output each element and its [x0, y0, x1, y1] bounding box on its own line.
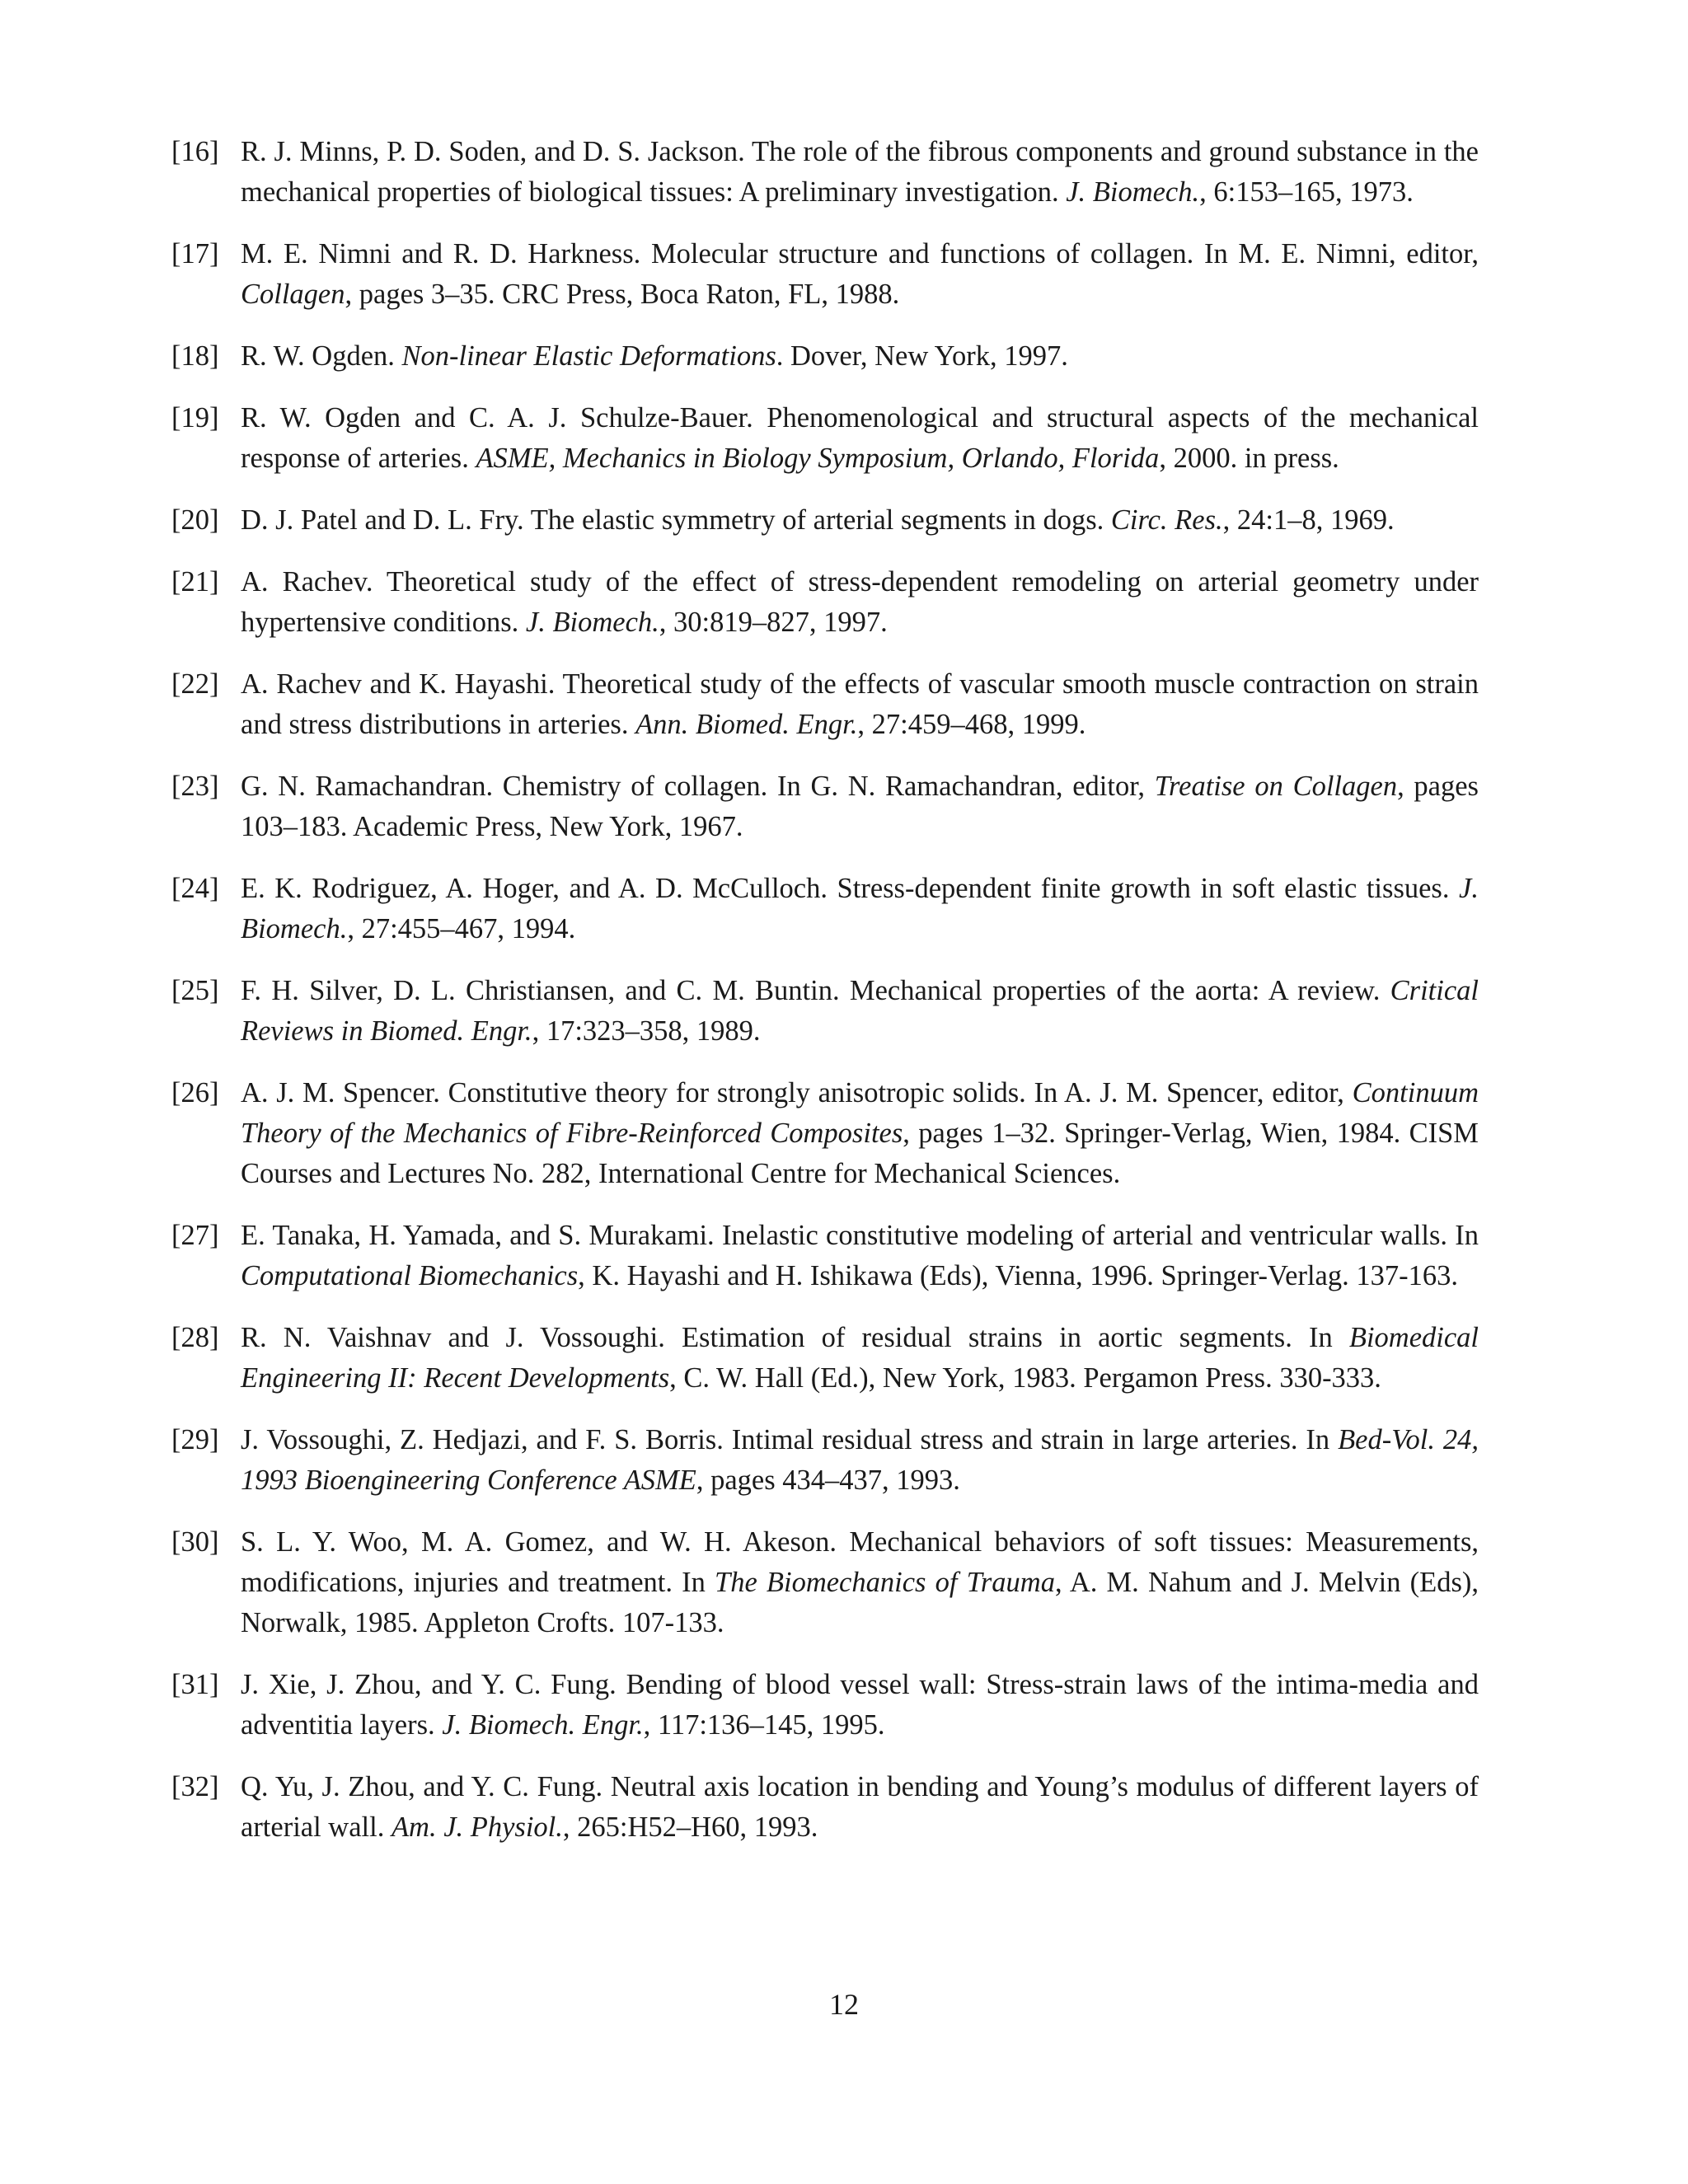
- reference-list: [171, 132, 1479, 1869]
- reference-text: [241, 1322, 1479, 1394]
- page-number: 12: [829, 1988, 859, 2021]
- reference-entry: [171, 1665, 1479, 1746]
- reference-italic-segment: Collagen: [241, 279, 345, 310]
- reference-segment: R. J. Minns, P. D. Soden, and D. S. Jackson. The role of the fibrous components and ground substance in the mechanical properties of biological tissues: A preliminary investigation.: [241, 136, 1479, 208]
- reference-entry: [171, 664, 1479, 745]
- reference-segment: S. L. Y. Woo, M. A. Gomez, and W. H. Akeson. Mechanical behaviors of soft tissues: Measurements, modifications, injuries and treatment. In: [241, 1526, 1479, 1598]
- reference-segment: , 6:153–165, 1973.: [1199, 176, 1414, 208]
- reference-segment: E. Tanaka, H. Yamada, and S. Murakami. Inelastic constitutive modeling of arterial and ventricular walls. In: [241, 1220, 1479, 1251]
- reference-segment: , 2000. in press.: [1159, 443, 1339, 474]
- reference-number: [21]: [171, 566, 219, 598]
- reference-italic-segment: Continuum Theory of the Mechanics of Fibre-Reinforced Composites: [241, 1077, 1479, 1149]
- reference-italic-segment: Ann. Biomed. Engr.: [635, 709, 858, 740]
- reference-text: [241, 238, 1479, 310]
- reference-italic-segment: J. Biomech.: [1066, 176, 1200, 208]
- reference-number: [32]: [171, 1771, 219, 1802]
- reference-entry: [171, 1420, 1479, 1501]
- reference-text: [241, 1669, 1479, 1741]
- reference-number: [19]: [171, 402, 219, 434]
- reference-segment: A. Rachev and K. Hayashi. Theoretical study of the effects of vascular smooth muscle contraction on strain and stress distributions in arteries.: [241, 668, 1479, 740]
- reference-entry: [171, 1216, 1479, 1296]
- reference-number: [31]: [171, 1669, 219, 1700]
- reference-segment: , 24:1–8, 1969.: [1222, 504, 1395, 536]
- reference-segment: , pages 103–183. Academic Press, New York, 1967.: [241, 771, 1479, 842]
- reference-number: [25]: [171, 975, 219, 1006]
- reference-segment: Q. Yu, J. Zhou, and Y. C. Fung. Neutral axis location in bending and Young’s modulus of different layers of arterial wall.: [241, 1771, 1479, 1843]
- reference-entry: [171, 766, 1479, 847]
- reference-text: [241, 504, 1395, 536]
- reference-segment: , pages 3–35. CRC Press, Boca Raton, FL, 1988.: [345, 279, 900, 310]
- reference-italic-segment: Treatise on Collagen: [1154, 771, 1398, 802]
- reference-entry: [171, 132, 1479, 213]
- reference-text: [241, 771, 1479, 842]
- reference-segment: . Dover, New York, 1997.: [776, 340, 1068, 372]
- reference-segment: J. Vossoughi, Z. Hedjazi, and F. S. Borris. Intimal residual stress and strain in large arteries. In: [241, 1424, 1339, 1455]
- reference-italic-segment: The Biomechanics of Trauma: [715, 1567, 1055, 1598]
- reference-number: [16]: [171, 136, 219, 167]
- reference-segment: , K. Hayashi and H. Ishikawa (Eds), Vienna, 1996. Springer-Verlag. 137-163.: [578, 1260, 1458, 1291]
- reference-entry: [171, 1767, 1479, 1848]
- reference-segment: F. H. Silver, D. L. Christiansen, and C. M. Buntin. Mechanical properties of the aorta: A review.: [241, 975, 1390, 1006]
- reference-number: [22]: [171, 668, 219, 700]
- reference-segment: R. W. Ogden.: [241, 340, 402, 372]
- reference-segment: , 117:136–145, 1995.: [643, 1709, 885, 1741]
- reference-segment: E. K. Rodriguez, A. Hoger, and A. D. McCulloch. Stress-dependent finite growth in soft elastic tissues.: [241, 873, 1460, 904]
- reference-italic-segment: Critical Reviews in Biomed. Engr.: [241, 975, 1479, 1047]
- reference-italic-segment: Am. J. Physiol.: [391, 1811, 563, 1843]
- reference-text: [241, 136, 1479, 208]
- reference-number: [18]: [171, 340, 219, 372]
- reference-italic-segment: Bed-Vol. 24, 1993 Bioengineering Conference ASME: [241, 1424, 1479, 1496]
- reference-text: [241, 975, 1479, 1047]
- reference-entry: [171, 1522, 1479, 1643]
- reference-segment: , 265:H52–H60, 1993.: [562, 1811, 818, 1843]
- reference-italic-segment: Circ. Res.: [1110, 504, 1223, 536]
- reference-text: [241, 1526, 1479, 1638]
- reference-segment: R. N. Vaishnav and J. Vossoughi. Estimation of residual strains in aortic segments. In: [241, 1322, 1349, 1353]
- reference-text: [241, 873, 1479, 944]
- reference-italic-segment: Non-linear Elastic Deformations: [401, 340, 776, 372]
- reference-segment: , 27:455–467, 1994.: [347, 913, 576, 944]
- reference-italic-segment: Computational Biomechanics: [241, 1260, 579, 1291]
- reference-italic-segment: ASME, Mechanics in Biology Symposium, Orlando, Florida: [476, 443, 1160, 474]
- reference-text: [241, 340, 1068, 372]
- reference-segment: , 27:459–468, 1999.: [857, 709, 1086, 740]
- reference-number: [28]: [171, 1322, 219, 1353]
- reference-entry: [171, 398, 1479, 479]
- reference-entry: [171, 336, 1479, 377]
- reference-number: [23]: [171, 771, 219, 802]
- reference-entry: [171, 971, 1479, 1052]
- reference-segment: D. J. Patel and D. L. Fry. The elastic symmetry of arterial segments in dogs.: [241, 504, 1111, 536]
- reference-number: [26]: [171, 1077, 219, 1108]
- reference-text: [241, 1220, 1479, 1291]
- reference-number: [24]: [171, 873, 219, 904]
- reference-entry: [171, 500, 1479, 541]
- reference-entry: [171, 1073, 1479, 1194]
- reference-text: [241, 566, 1479, 638]
- reference-segment: A. J. M. Spencer. Constitutive theory for strongly anisotropic solids. In A. J. M. Spencer, editor,: [241, 1077, 1353, 1108]
- reference-number: [20]: [171, 504, 219, 536]
- reference-segment: A. Rachev. Theoretical study of the effect of stress-dependent remodeling on arterial geometry under hypertensive conditions.: [241, 566, 1479, 638]
- reference-text: [241, 402, 1479, 474]
- reference-number: [27]: [171, 1220, 219, 1251]
- reference-number: [17]: [171, 238, 219, 269]
- reference-segment: M. E. Nimni and R. D. Harkness. Molecular structure and functions of collagen. In M. E. Nimni, editor,: [241, 238, 1479, 269]
- reference-text: [241, 668, 1479, 740]
- reference-segment: , 17:323–358, 1989.: [532, 1015, 761, 1047]
- reference-segment: J. Xie, J. Zhou, and Y. C. Fung. Bending of blood vessel wall: Stress-strain laws of the intima-media and adventitia layers.: [241, 1669, 1479, 1741]
- reference-text: [241, 1771, 1479, 1843]
- reference-entry: [171, 562, 1479, 643]
- reference-text: [241, 1077, 1479, 1189]
- reference-segment: , A. M. Nahum and J. Melvin (Eds), Norwalk, 1985. Appleton Crofts. 107-133.: [241, 1567, 1479, 1638]
- reference-entry: [171, 234, 1479, 315]
- reference-segment: G. N. Ramachandran. Chemistry of collagen. In G. N. Ramachandran, editor,: [241, 771, 1155, 802]
- reference-italic-segment: J. Biomech.: [525, 607, 659, 638]
- reference-segment: , 30:819–827, 1997.: [659, 607, 888, 638]
- reference-number: [30]: [171, 1526, 219, 1558]
- reference-entry: [171, 1318, 1479, 1399]
- reference-text: [241, 1424, 1479, 1496]
- reference-segment: , pages 1–32. Springer-Verlag, Wien, 1984. CISM Courses and Lectures No. 282, International Centre for Mechanical Sciences.: [241, 1118, 1479, 1189]
- reference-entry: [171, 869, 1479, 949]
- reference-segment: , C. W. Hall (Ed.), New York, 1983. Pergamon Press. 330-333.: [669, 1362, 1381, 1394]
- reference-italic-segment: Biomedical Engineering II: Recent Developments: [241, 1322, 1479, 1394]
- reference-segment: R. W. Ogden and C. A. J. Schulze-Bauer. Phenomenological and structural aspects of the mechanical response of arteries.: [241, 402, 1479, 474]
- reference-segment: , pages 434–437, 1993.: [696, 1465, 960, 1496]
- reference-italic-segment: J. Biomech.: [241, 873, 1479, 944]
- reference-number: [29]: [171, 1424, 219, 1455]
- reference-italic-segment: J. Biomech. Engr.: [442, 1709, 644, 1741]
